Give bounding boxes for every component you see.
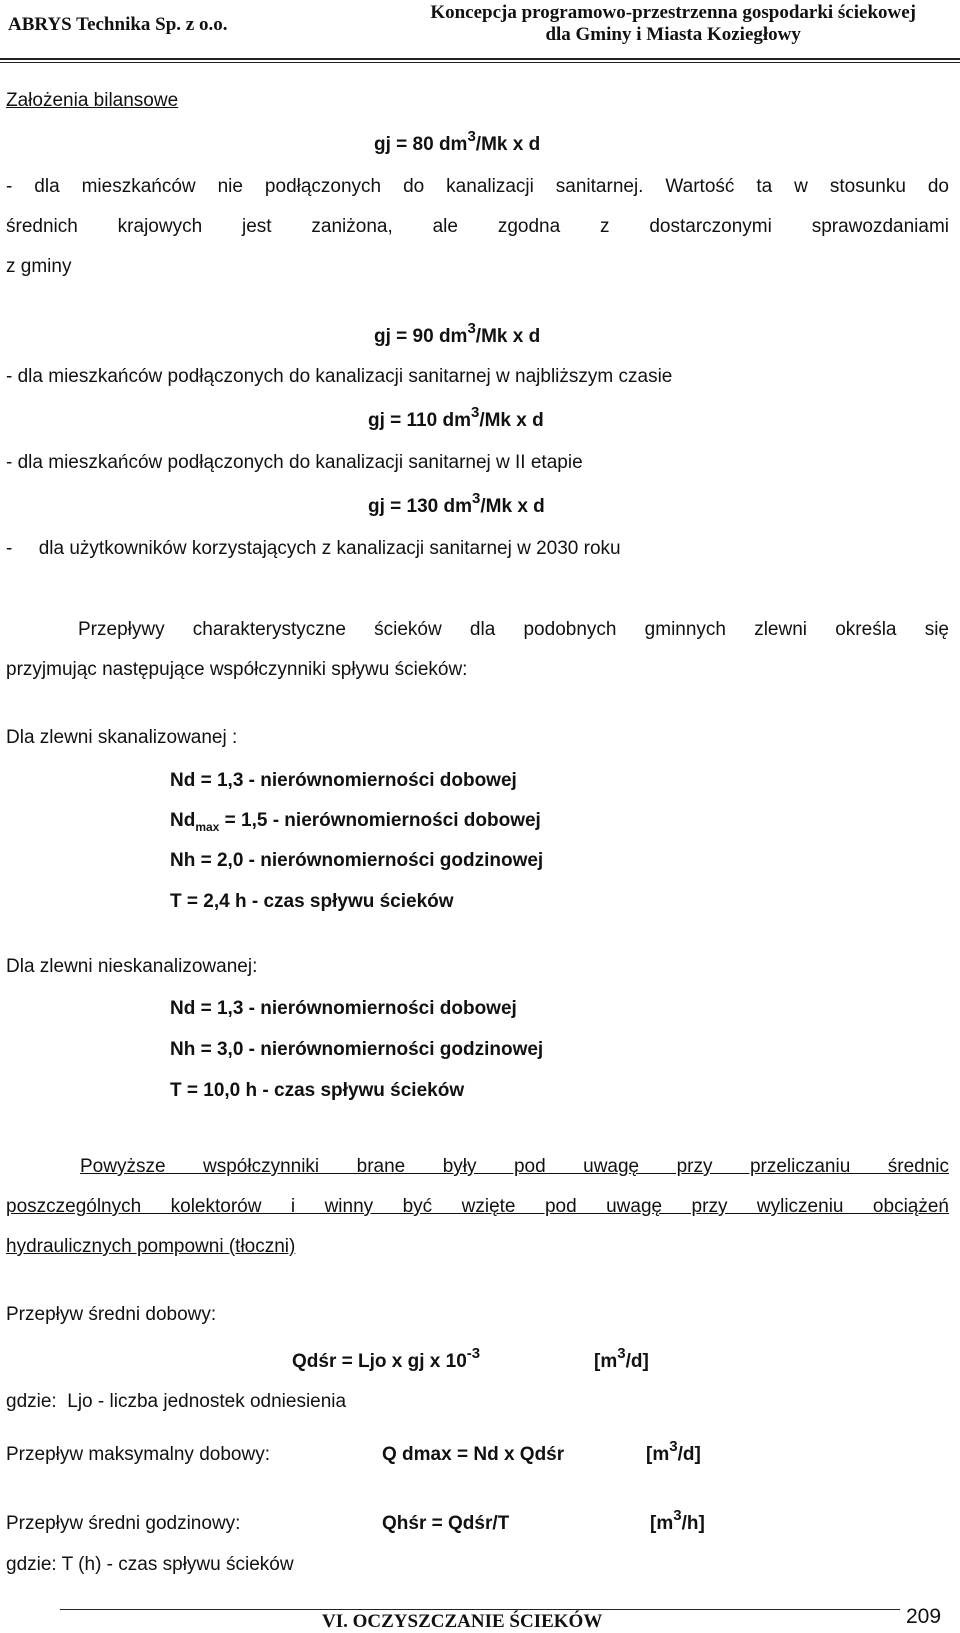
desc-gj-80-line1: - dla mieszkańców nie podłączonych do kanalizacji sanitarnej. Wartość ta w stosunku do — [6, 176, 949, 197]
max-daily-formula: Q dmax = Nd x Qdśr — [382, 1444, 565, 1465]
formula-gj-110: gj = 110 $dm^3/Mk$ x d — [368, 403, 544, 431]
footer-chapter: VI. OCZYSZCZANIE ŚCIEKÓW — [322, 1611, 603, 1632]
note-line3: hydraulicznych pompowni (tłoczni) — [6, 1236, 296, 1257]
footer-rule — [60, 1609, 900, 1610]
max-daily-label: Przepływ maksymalny dobowy: — [6, 1444, 270, 1465]
desc-gj-110: - dla mieszkańców podłączonych do kanalizacji sanitarnej w II etapie — [6, 452, 583, 473]
avg-daily-formula: Qdśr = Ljo x gj x $10^{-3}$ — [292, 1344, 481, 1372]
flows-intro-line2: przyjmując następujące współczynniki spływu ścieków: — [6, 659, 468, 680]
sewered-label: Dla zlewni skanalizowanej : — [6, 727, 238, 748]
avg-daily-unit: $[m^3/d]$ — [594, 1344, 649, 1372]
unsewered-label: Dla zlewni nieskanalizowanej: — [6, 956, 258, 977]
avg-hourly-unit: $[m^3/h]$ — [650, 1506, 705, 1534]
flows-intro-line1: Przepływy charakterystyczne ścieków dla podobnych gminnych zlewni określa się — [78, 619, 949, 640]
avg-hourly-formula: Qhśr = Qdśr/T — [382, 1513, 510, 1534]
header-rule — [0, 58, 960, 60]
section-heading: Założenia bilansowe — [6, 90, 179, 111]
avg-hourly-label: Przepływ średni godzinowy: — [6, 1513, 241, 1534]
desc-gj-130: - dla użytkowników korzystających z kanalizacji sanitarnej w 2030 roku — [6, 538, 621, 559]
avg-daily-where: gdzie: Ljo - liczba jednostek odniesienia — [6, 1391, 347, 1412]
unsewered-nd: Nd = 1,3 - nierównomierności dobowej — [170, 998, 517, 1019]
unsewered-nh: Nh = 3,0 - nierównomierności godzinowej — [170, 1039, 544, 1060]
desc-gj-80-line3: z gminy — [6, 256, 72, 277]
formula-gj-80: gj = 80 $dm^3/Mk$ x d — [374, 127, 541, 155]
page-number: 209 — [906, 1605, 942, 1628]
avg-daily-label: Przepływ średni dobowy: — [6, 1304, 217, 1325]
sewered-nd: Nd = 1,3 - nierównomierności dobowej — [170, 770, 517, 791]
formula-gj-90: gj = 90 $dm^3/Mk$ x d — [374, 319, 541, 347]
sewered-t: T = 2,4 h - czas spływu ścieków — [170, 891, 454, 912]
header-rule-thin — [0, 62, 960, 63]
max-daily-unit: $[m^3/d]$ — [646, 1437, 701, 1465]
avg-hourly-where: gdzie: T (h) - czas spływu ścieków — [6, 1554, 294, 1575]
document-title-line1: Koncepcja programowo-przestrzenna gospodarki ściekowej — [430, 2, 916, 23]
sewered-nh: Nh = 2,0 - nierównomierności godzinowej — [170, 850, 544, 871]
document-title — [430, 2, 916, 46]
desc-gj-90: - dla mieszkańców podłączonych do kanalizacji sanitarnej w najbliższym czasie — [6, 366, 673, 387]
note-line2: poszczególnych kolektorów i winny być wzięte pod uwagę przy wyliczeniu obciążeń — [6, 1196, 949, 1217]
formula-gj-130: gj = 130 $dm^3/Mk$ x d — [368, 489, 545, 517]
company-name: ABRYS Technika Sp. z o.o. — [8, 14, 228, 35]
note-line1: Powyższe współczynniki brane były pod uwagę przy przeliczaniu średnic — [80, 1156, 949, 1177]
desc-gj-80-line2: średnich krajowych jest zaniżona, ale zgodna z dostarczonymi sprawozdaniami — [6, 216, 949, 237]
sewered-ndmax: $Nd_{max} = 1,5$ - nierównomierności dobowej — [170, 810, 541, 834]
document-title-line2: dla Gminy i Miasta Koziegłowy — [545, 24, 801, 45]
unsewered-t: T = 10,0 h - czas spływu ścieków — [170, 1080, 465, 1101]
